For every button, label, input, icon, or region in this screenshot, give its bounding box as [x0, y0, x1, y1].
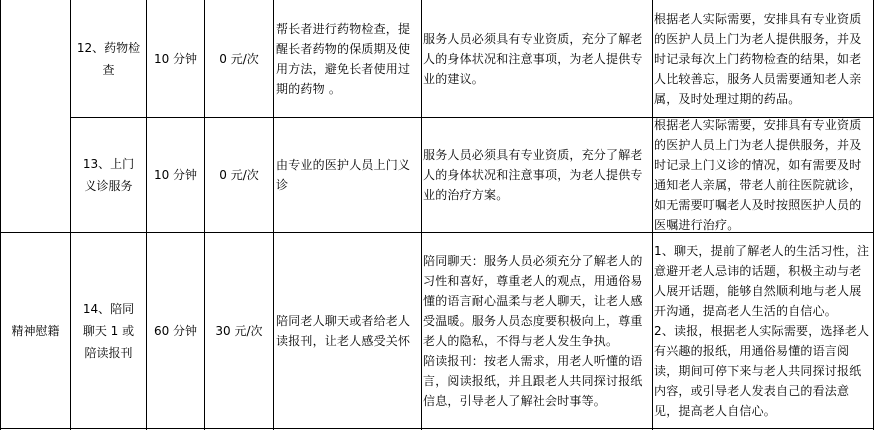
table-cell-item: [71, 118, 146, 232]
category-label: 精神慰籍: [11, 323, 60, 338]
staff-requirements: 服务人员必须具有专业资质，充分了解老人的身体状况和注意事项，为老人提供专业的治疗方案。: [423, 148, 643, 202]
table-cell-duration: [147, 233, 204, 428]
duration: 60 分钟: [153, 323, 198, 338]
item-name: 13、上门义诊服务: [82, 157, 135, 193]
table-cell-content: [276, 233, 418, 428]
col-divider: [421, 0, 422, 430]
table-cell-content: [276, 0, 418, 117]
table-cell-staff-requirements: [423, 233, 651, 428]
table-cell-duration: [147, 118, 204, 232]
table-border-bottom: [0, 428, 874, 429]
table-border-right: [873, 0, 874, 430]
price: 0 元/次: [219, 168, 259, 182]
service-standard: 1、聊天，提前了解老人的生活习性，注意避开老人忌讳的话题，积极主动与老人展开话题，能够自然顺利地与老人展开沟通，提高老人生活的自信心。 2、读报，根据老人实际需要，选择老人有兴趣的报纸，用通俗易懂的语言阅读，期间可停下来与老人共同探讨报纸内容，或引导老人发表自己的看法意见，提高老人自信心。: [654, 243, 870, 418]
service-standard: 根据老人实际需要，安排具有专业资质的医护人员上门为老人提供服务，并及时记录每次上门药物检查的结果，如老人比较善忘，服务人员需要通知老人亲属，及时处理过期的药品。: [654, 11, 862, 106]
service-content: 由专业的医护人员上门义诊: [276, 158, 411, 192]
table-cell-item: [71, 0, 146, 117]
table-cell-content: [276, 118, 418, 232]
table-cell-service-standard: [654, 118, 872, 232]
table-cell-duration: [147, 0, 204, 117]
duration: 10 分钟: [153, 168, 198, 182]
staff-requirements: 陪同聊天：服务人员必须充分了解老人的习性和喜好，尊重老人的观点，用通俗易懂的语言耐心温柔与老人聊天，让老人感受温暖。服务人员态度要积极向上，尊重老人的隐私，不得与老人发生争执。 陪读报刊：按老人需求，用老人听懂的语言，阅读报纸，并且跟老人共同探讨报纸信息，引导老人了解社会时事等。: [423, 253, 643, 408]
table-cell-item: [71, 233, 146, 428]
col-divider: [652, 0, 653, 430]
staff-requirements: 服务人员必须具有专业资质，充分了解老人的身体状况和注意事项，为老人提供专业的建议。: [423, 31, 643, 86]
table-cell-service-standard: [654, 233, 872, 428]
service-content: 帮长者进行药物检查，提醒长者药物的保质期及使用方法，避免长者使用过期的药物 。: [276, 21, 411, 96]
price: 0 元/次: [219, 51, 259, 66]
service-content: 陪同老人聊天或者给老人读报刊，让老人感受关怀: [276, 313, 411, 348]
table-cell-category: [1, 233, 70, 428]
col-divider: [273, 0, 274, 430]
table-cell-price: [205, 233, 273, 428]
table-cell-service-standard: [654, 0, 872, 117]
table-cell-price: [205, 118, 273, 232]
item-name: 14、陪同聊天 1 或陪读报刊: [82, 301, 135, 360]
table-cell-price: [205, 0, 273, 117]
table-cell-staff-requirements: [423, 118, 651, 232]
duration: 10 分钟: [153, 51, 198, 66]
item-name: 12、药物检查: [76, 40, 141, 77]
price: 30 元/次: [215, 323, 263, 338]
table-cell-staff-requirements: [423, 0, 651, 117]
service-standard: 根据老人实际需要，安排具有专业资质的医护人员上门为老人提供服务，并及时记录上门义诊的情况，如有需要及时通知老人亲属，带老人前往医院就诊，如无需要叮嘱老人及时按照医护人员的医嘱进行治疗。: [654, 118, 862, 232]
